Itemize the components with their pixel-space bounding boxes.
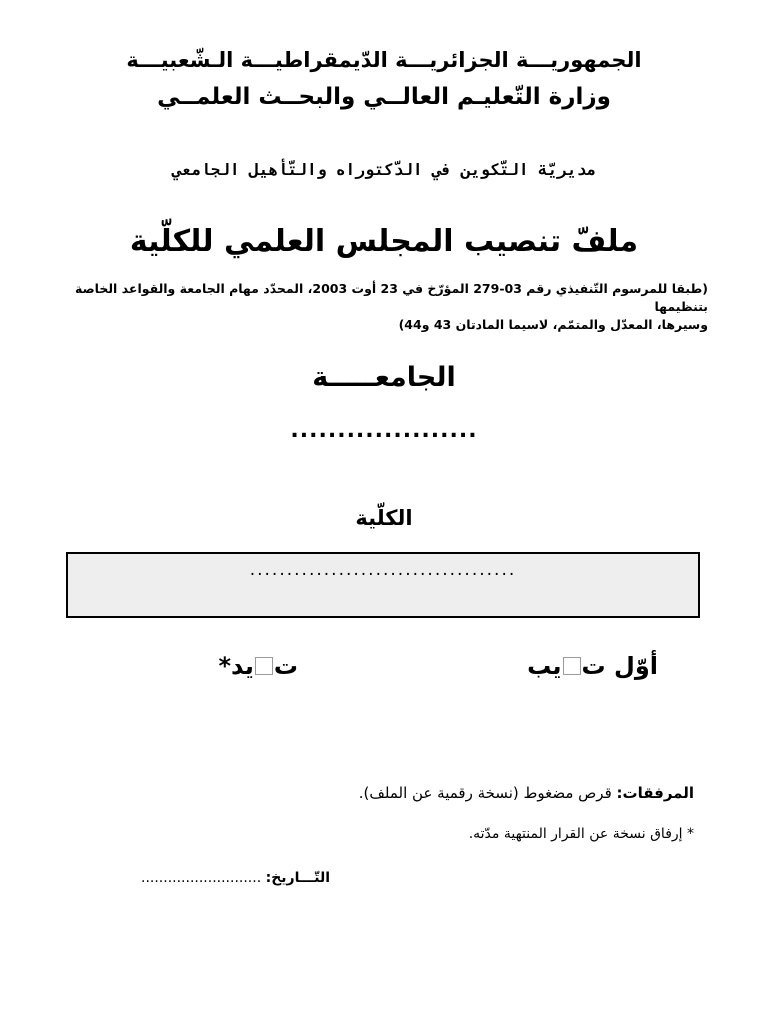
faculty-name-field[interactable]: ....................................: [249, 560, 517, 580]
decree-reference: [60, 280, 708, 334]
faculty-name-box[interactable]: [66, 552, 700, 618]
directorate-heading: مديريّة التّكوين في الدّكتوراه والتّأهيل الجامعي: [172, 160, 596, 179]
footnote: * إرفاق نسخة عن القرار المنتهية مدّته.: [468, 826, 694, 842]
date-label: التّـــاريخ:: [265, 870, 330, 886]
option-renew-text-end: يد*: [218, 652, 254, 680]
option-first-installation: [527, 652, 658, 680]
attachments-line: [359, 784, 694, 802]
option-renewal: [218, 652, 298, 680]
date-field[interactable]: ...........................: [141, 870, 266, 886]
university-name-field[interactable]: ....................: [290, 418, 478, 443]
attachments-label: المرفقات:: [616, 784, 694, 802]
decree-line-1: (طبقا للمرسوم التّنفيذي رقم 03-279 المؤرّخ في 23 أوت 2003، المحدّد مهام الجامعة والقواعد الخاصة بتنظيمها: [75, 281, 708, 314]
ministry-heading: وزارة التّعليـم العالــي والبحــث العلمــي: [157, 84, 611, 110]
faculty-label: الكلّية: [355, 506, 413, 530]
date-line: [141, 870, 330, 886]
attachments-text: قرص مضغوط (نسخة رقمية عن الملف).: [358, 784, 617, 802]
first-installation-checkbox[interactable]: [563, 657, 581, 675]
option-renew-text-start: ت: [273, 652, 298, 680]
renewal-checkbox[interactable]: [255, 657, 273, 675]
option-first-text-start: أوّل ت: [581, 652, 658, 680]
decree-line-2: وسيرها، المعدّل والمتمّم، لاسيما المادتان 43 و44): [398, 317, 708, 332]
option-first-text-end: يب: [527, 652, 562, 680]
republic-heading: الجمهوريـــة الجزائريـــة الدّيمقراطيـــة الـشّعبيـــة: [126, 48, 642, 72]
university-label: الجامعـــــة: [312, 362, 456, 393]
document-title: ملفّ تنصيب المجلس العلمي للكلّية: [129, 224, 639, 259]
